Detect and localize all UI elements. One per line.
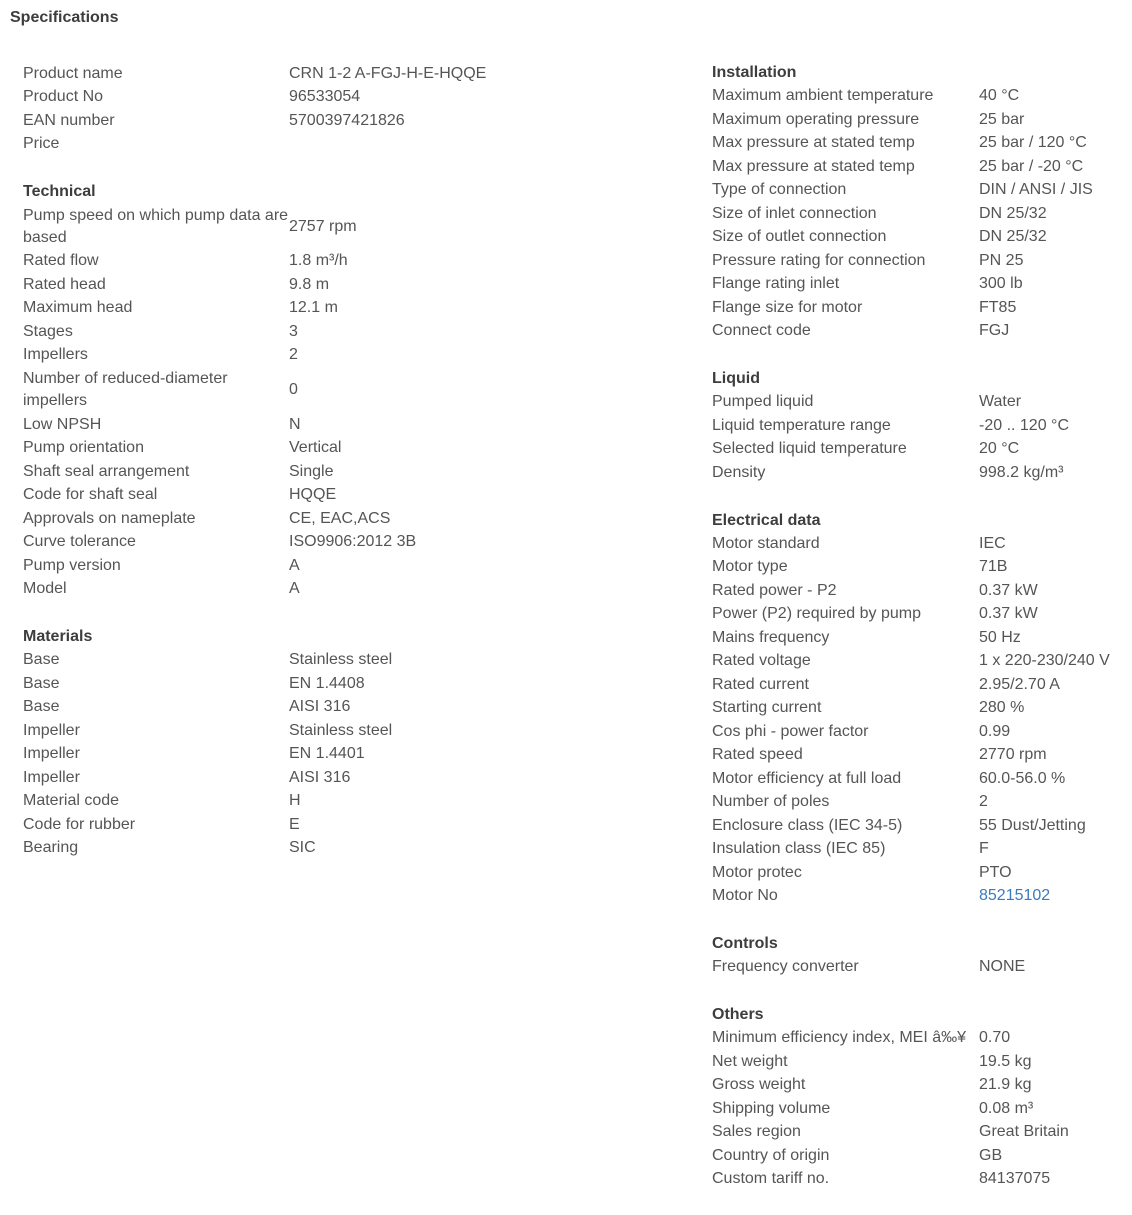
spec-value: 2770 rpm xyxy=(979,746,1047,764)
spec-row xyxy=(712,626,1127,650)
spec-row xyxy=(23,790,663,814)
spec-value: HQQE xyxy=(289,486,337,504)
spec-label: Motor No xyxy=(712,887,778,905)
spec-row xyxy=(712,603,1127,627)
spec-label: Cos phi - power factor xyxy=(712,722,869,740)
spec-value: SIC xyxy=(289,839,316,857)
spec-label: Mains frequency xyxy=(712,628,830,646)
spec-row xyxy=(23,460,663,484)
spec-value: 0.37 kW xyxy=(979,581,1038,599)
spec-label: Pump speed on which pump data are based xyxy=(23,206,289,246)
spec-value: 2 xyxy=(289,346,298,364)
spec-label: Approvals on nameplate xyxy=(23,509,196,527)
spec-row xyxy=(712,438,1127,462)
spec-value: 280 % xyxy=(979,699,1025,717)
spec-value: Water xyxy=(979,393,1022,411)
spec-row xyxy=(712,767,1127,791)
spec-row xyxy=(712,650,1127,674)
spec-value: E xyxy=(289,815,300,833)
spec-label: Bearing xyxy=(23,839,79,857)
spec-row xyxy=(23,273,663,297)
spec-row xyxy=(23,62,663,86)
section-title-electrical: Electrical data xyxy=(712,511,821,529)
spec-row xyxy=(23,649,663,673)
spec-row xyxy=(23,813,663,837)
spec-label: Material code xyxy=(23,792,120,810)
spec-value: 19.5 kg xyxy=(979,1052,1032,1070)
spec-value: 300 lb xyxy=(979,275,1023,293)
spec-label: Minimum efficiency index, MEI â‰¥ xyxy=(712,1029,967,1047)
section-controls xyxy=(712,932,1127,979)
spec-value: 0.08 m³ xyxy=(979,1099,1034,1117)
spec-label: Selected liquid temperature xyxy=(712,440,907,458)
spec-label: Gross weight xyxy=(712,1076,806,1094)
spec-row xyxy=(712,791,1127,815)
spec-label: Country of origin xyxy=(712,1146,830,1164)
spec-row xyxy=(712,1097,1127,1121)
spec-value: DIN / ANSI / JIS xyxy=(979,181,1093,199)
spec-row xyxy=(712,861,1127,885)
section-others xyxy=(712,1003,1127,1191)
spec-row xyxy=(712,697,1127,721)
spec-label: Size of outlet connection xyxy=(712,228,887,246)
spec-row xyxy=(23,837,663,861)
spec-label: Pump orientation xyxy=(23,439,144,457)
spec-row xyxy=(712,1121,1127,1145)
spec-row xyxy=(712,532,1127,556)
spec-row xyxy=(712,1144,1127,1168)
spec-row xyxy=(23,320,663,344)
spec-value: 25 bar / 120 °C xyxy=(979,134,1087,152)
spec-value-link[interactable]: 85215102 xyxy=(979,887,1051,905)
spec-label: Frequency converter xyxy=(712,958,859,976)
spec-row xyxy=(23,413,663,437)
spec-row xyxy=(23,109,663,133)
spec-value: 1.8 m³/h xyxy=(289,252,348,270)
spec-label: Flange size for motor xyxy=(712,298,863,316)
spec-value: EN 1.4401 xyxy=(289,745,365,763)
spec-value: 2.95/2.70 A xyxy=(979,675,1060,693)
spec-label: Pump version xyxy=(23,556,121,574)
spec-label: Density xyxy=(712,463,766,481)
spec-value: ISO9906:2012 3B xyxy=(289,533,417,551)
spec-label: Impellers xyxy=(23,346,88,364)
spec-row xyxy=(23,297,663,321)
spec-row xyxy=(712,744,1127,768)
spec-value: 3 xyxy=(289,322,298,340)
spec-value: 21.9 kg xyxy=(979,1076,1032,1094)
spec-row xyxy=(712,1168,1127,1192)
spec-row xyxy=(23,554,663,578)
spec-row xyxy=(712,108,1127,132)
spec-row xyxy=(23,250,663,274)
section-technical xyxy=(23,180,663,601)
spec-row xyxy=(23,578,663,602)
right-column xyxy=(712,61,1127,1215)
spec-row xyxy=(23,531,663,555)
spec-label: Code for shaft seal xyxy=(23,486,158,504)
spec-label: Starting current xyxy=(712,699,822,717)
spec-label: Rated power - P2 xyxy=(712,581,837,599)
spec-value: EN 1.4408 xyxy=(289,674,365,692)
spec-label: Base xyxy=(23,674,60,692)
spec-label: Rated current xyxy=(712,675,809,693)
spec-value: 20 °C xyxy=(979,440,1020,458)
spec-row xyxy=(712,155,1127,179)
section-installation xyxy=(712,61,1127,343)
spec-label: Model xyxy=(23,580,67,598)
spec-value: 60.0-56.0 % xyxy=(979,769,1066,787)
section-general xyxy=(23,62,663,156)
spec-label: Number of reduced-diameter impellers xyxy=(23,370,228,409)
spec-value: 5700397421826 xyxy=(289,111,405,129)
spec-label: Price xyxy=(23,135,60,153)
spec-row xyxy=(23,672,663,696)
section-materials xyxy=(23,625,663,860)
spec-value: NONE xyxy=(979,958,1026,976)
spec-row xyxy=(23,367,663,413)
spec-row xyxy=(712,249,1127,273)
spec-label: Enclosure class (IEC 34-5) xyxy=(712,816,903,834)
spec-value: 1 x 220-230/240 V xyxy=(979,652,1110,670)
spec-label: Low NPSH xyxy=(23,415,102,433)
spec-label: Stages xyxy=(23,322,73,340)
spec-value: 55 Dust/Jetting xyxy=(979,816,1086,834)
spec-value: GB xyxy=(979,1146,1003,1164)
spec-value: N xyxy=(289,415,301,433)
spec-label: Custom tariff no. xyxy=(712,1170,830,1188)
spec-value: AISI 316 xyxy=(289,698,351,716)
spec-row xyxy=(23,484,663,508)
left-column xyxy=(23,62,663,884)
spec-row xyxy=(712,1027,1127,1051)
spec-value: 96533054 xyxy=(289,88,361,106)
section-liquid xyxy=(712,367,1127,485)
spec-label: Pressure rating for connection xyxy=(712,251,926,269)
spec-value: PTO xyxy=(979,863,1012,881)
spec-row xyxy=(712,202,1127,226)
spec-label: Insulation class (IEC 85) xyxy=(712,840,886,858)
spec-value: PN 25 xyxy=(979,251,1024,269)
spec-label: Liquid temperature range xyxy=(712,416,891,434)
spec-label: Impeller xyxy=(23,721,80,739)
spec-label: Power (P2) required by pump xyxy=(712,605,921,623)
section-electrical xyxy=(712,509,1127,909)
spec-row xyxy=(23,86,663,110)
spec-value: 0.70 xyxy=(979,1029,1011,1047)
spec-value: Stainless steel xyxy=(289,651,393,669)
spec-row xyxy=(712,85,1127,109)
spec-row xyxy=(712,296,1127,320)
spec-row xyxy=(712,179,1127,203)
section-title-installation: Installation xyxy=(712,64,797,81)
spec-row xyxy=(712,838,1127,862)
spec-row xyxy=(712,956,1127,980)
spec-value: 2757 rpm xyxy=(289,217,357,235)
spec-row xyxy=(712,320,1127,344)
spec-value: 40 °C xyxy=(979,87,1020,105)
spec-value: 0.37 kW xyxy=(979,605,1038,623)
spec-label: Motor standard xyxy=(712,534,820,552)
spec-label: Base xyxy=(23,651,60,669)
spec-row xyxy=(23,743,663,767)
spec-row xyxy=(712,673,1127,697)
spec-label: Maximum ambient temperature xyxy=(712,87,934,105)
spec-value: H xyxy=(289,792,301,810)
spec-label: Motor efficiency at full load xyxy=(712,769,902,787)
spec-row xyxy=(712,720,1127,744)
spec-value: 9.8 m xyxy=(289,275,330,293)
spec-label: EAN number xyxy=(23,111,115,129)
spec-label: Rated head xyxy=(23,275,106,293)
spec-row xyxy=(712,414,1127,438)
spec-row xyxy=(712,885,1127,909)
spec-row xyxy=(23,696,663,720)
spec-row xyxy=(712,273,1127,297)
spec-value: 50 Hz xyxy=(979,628,1021,646)
spec-row xyxy=(712,391,1127,415)
spec-row xyxy=(23,437,663,461)
spec-row xyxy=(23,766,663,790)
spec-row xyxy=(23,507,663,531)
section-title-others: Others xyxy=(712,1006,764,1023)
spec-value: CRN 1-2 A-FGJ-H-E-HQQE xyxy=(289,64,487,82)
spec-value: AISI 316 xyxy=(289,768,351,786)
spec-label: Pumped liquid xyxy=(712,393,814,411)
spec-label: Code for rubber xyxy=(23,815,136,833)
spec-row xyxy=(23,133,663,157)
spec-value: Single xyxy=(289,462,334,480)
spec-row xyxy=(712,579,1127,603)
spec-value: CE, EAC,ACS xyxy=(289,509,391,527)
spec-value: 25 bar xyxy=(979,110,1025,128)
spec-label: Max pressure at stated temp xyxy=(712,134,915,152)
spec-label: Curve tolerance xyxy=(23,533,136,551)
spec-label: Rated flow xyxy=(23,252,99,270)
spec-label: Shaft seal arrangement xyxy=(23,462,190,480)
spec-label: Impeller xyxy=(23,745,80,763)
section-title-controls: Controls xyxy=(712,935,778,952)
spec-label: Impeller xyxy=(23,768,80,786)
spec-row xyxy=(23,719,663,743)
spec-label: Motor protec xyxy=(712,863,802,881)
spec-label: Maximum head xyxy=(23,299,133,317)
spec-value: 0.99 xyxy=(979,722,1011,740)
spec-row xyxy=(712,1050,1127,1074)
spec-value: DN 25/32 xyxy=(979,204,1047,222)
spec-value: A xyxy=(289,580,300,598)
spec-value: FT85 xyxy=(979,298,1017,316)
spec-row xyxy=(23,204,663,250)
spec-label: Flange rating inlet xyxy=(712,275,840,293)
spec-label: Product name xyxy=(23,64,123,82)
spec-value: F xyxy=(979,840,989,858)
spec-row xyxy=(712,226,1127,250)
spec-label: Sales region xyxy=(712,1123,801,1141)
spec-label: Size of inlet connection xyxy=(712,204,877,222)
spec-label: Motor type xyxy=(712,558,788,576)
spec-label: Product No xyxy=(23,88,104,106)
spec-label: Number of poles xyxy=(712,793,830,811)
spec-value: Vertical xyxy=(289,439,342,457)
spec-value: -20 .. 120 °C xyxy=(979,416,1069,434)
spec-row xyxy=(712,461,1127,485)
spec-label: Rated speed xyxy=(712,746,803,764)
spec-label: Connect code xyxy=(712,322,811,340)
spec-label: Maximum operating pressure xyxy=(712,110,920,128)
spec-value: 71B xyxy=(979,558,1008,576)
spec-label: Type of connection xyxy=(712,181,847,199)
spec-row xyxy=(712,556,1127,580)
spec-value: Great Britain xyxy=(979,1123,1069,1141)
spec-value: 998.2 kg/m³ xyxy=(979,463,1064,481)
spec-value: FGJ xyxy=(979,322,1010,340)
section-title-technical: Technical xyxy=(23,183,96,200)
spec-value: 0 xyxy=(289,381,298,398)
spec-label: Max pressure at stated temp xyxy=(712,157,915,175)
spec-row xyxy=(23,344,663,368)
spec-label: Shipping volume xyxy=(712,1099,831,1117)
spec-value: 84137075 xyxy=(979,1170,1051,1188)
spec-label: Rated voltage xyxy=(712,652,811,670)
spec-row xyxy=(712,814,1127,838)
page-title: Specifications xyxy=(10,9,119,26)
spec-row xyxy=(712,132,1127,156)
section-title-liquid: Liquid xyxy=(712,370,760,387)
spec-value: A xyxy=(289,556,300,574)
spec-row xyxy=(712,1074,1127,1098)
section-title-materials: Materials xyxy=(23,628,93,645)
spec-label: Base xyxy=(23,698,60,716)
spec-value: Stainless steel xyxy=(289,721,393,739)
spec-label: Net weight xyxy=(712,1052,788,1070)
spec-value: 12.1 m xyxy=(289,299,338,317)
spec-value: 2 xyxy=(979,793,988,811)
spec-value: DN 25/32 xyxy=(979,228,1047,246)
spec-value: IEC xyxy=(979,534,1006,552)
spec-value: 25 bar / -20 °C xyxy=(979,157,1084,175)
